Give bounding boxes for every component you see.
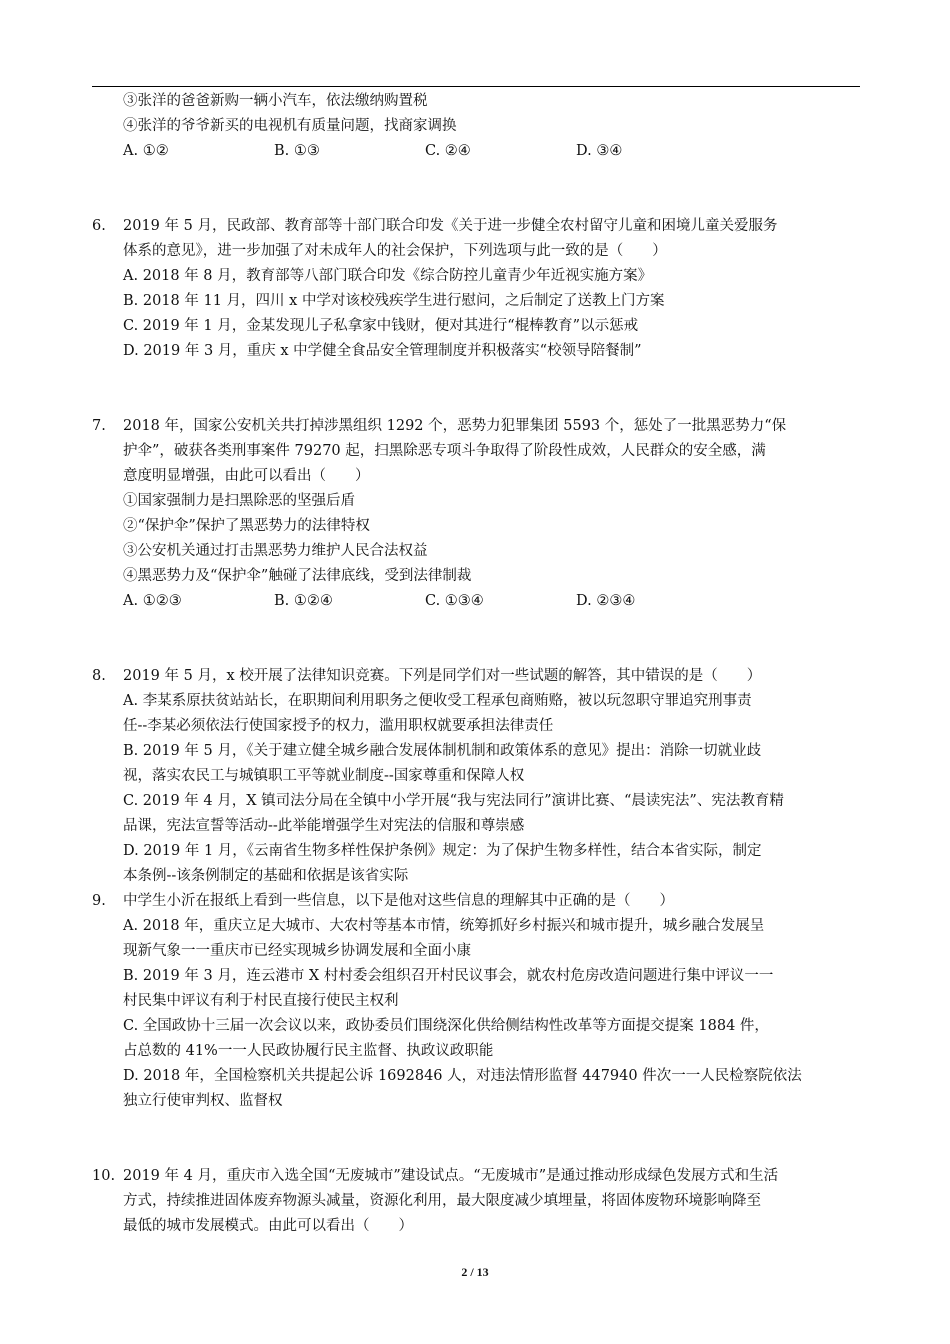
statement: ②“保护伞”保护了黑恶势力的法律特权: [123, 518, 370, 534]
question-stem: 2019 年 5 月，x 校开展了法律知识竞赛。下列是同学们对一些试题的解答，其中错误的是（ ）: [123, 668, 762, 684]
choice-d[interactable]: D. ③④: [576, 143, 623, 159]
page-body: [92, 89, 860, 1239]
question-number: 10.: [92, 1168, 116, 1184]
choice-d[interactable]: D. ②③④: [576, 593, 636, 609]
choice-a[interactable]: A. ①②: [123, 143, 169, 159]
choice-c[interactable]: C. 2019 年 1 月，金某发现儿子私拿家中钱财，便对其进行“棍棒教育”以示惩戒: [123, 318, 639, 334]
choice-d-cont: 独立行使审判权、监督权: [123, 1093, 283, 1109]
choice-c-cont: 占总数的 41%一一人民政协履行民主监督、执政议政职能: [123, 1043, 494, 1059]
choice-b[interactable]: B. ①③: [274, 143, 320, 159]
choice-d[interactable]: D. 2019 年 3 月，重庆 x 中学健全食品安全管理制度并积极落实“校领导陪餐制”: [123, 343, 642, 359]
choice-a-cont: 现新气象一一重庆市已经实现城乡协调发展和全面小康: [123, 943, 471, 959]
statement: ④张洋的爷爷新买的电视机有质量问题，找商家调换: [123, 118, 457, 134]
header-rule: [92, 86, 860, 87]
question-stem: 最低的城市发展模式。由此可以看出（ ）: [123, 1218, 413, 1234]
question-stem: 2019 年 5 月，民政部、教育部等十部门联合印发《关于进一步健全农村留守儿童和困境儿童关爱服务: [123, 218, 778, 234]
question-stem: 2018 年，国家公安机关共打掉涉黑组织 1292 个，恶势力犯罪集团 5593 个，惩处了一批黑恶势力“保: [123, 418, 787, 434]
statement: ④黑恶势力及“保护伞”触碰了法律底线，受到法律制裁: [123, 568, 472, 584]
choice-b-cont: 视，落实农民工与城镇职工平等就业制度--国家尊重和保障人权: [123, 768, 525, 784]
question-number: 8.: [92, 668, 106, 684]
choice-b-cont: 村民集中评议有利于村民直接行使民主权利: [123, 993, 399, 1009]
question-stem: 方式，持续推进固体废弃物源头减量，资源化利用，最大限度减少填埋量，将固体废物环境影响降至: [123, 1193, 761, 1209]
statement: ①国家强制力是扫黑除恶的坚强后盾: [123, 493, 355, 509]
question-8: [92, 664, 860, 889]
choice-c[interactable]: C. 2019 年 4 月，X 镇司法分局在全镇中小学开展“我与宪法同行”演讲比赛、“晨读宪法”、宪法教育精: [123, 793, 784, 809]
choice-d[interactable]: D. 2018 年，全国检察机关共提起公诉 1692846 人，对违法情形监督 447940 件次一一人民检察院依法: [123, 1068, 802, 1084]
choice-d-cont: 本条例--该条例制定的基础和依据是该省实际: [123, 868, 409, 884]
choice-c-cont: 品课，宪法宣誓等活动--此举能增强学生对宪法的信服和尊崇感: [123, 818, 525, 834]
choice-row: [92, 139, 860, 164]
choice-a[interactable]: A. ①②③: [123, 593, 182, 609]
choice-a[interactable]: A. 李某系原扶贫站站长，在职期间利用职务之便收受工程承包商贿赂，被以玩忽职守罪追究刑事责: [123, 693, 752, 709]
question-6: [92, 214, 860, 364]
choice-c[interactable]: C. 全国政协十三届一次会议以来，政协委员们围绕深化供给侧结构性改革等方面提交提案 1884 件，: [123, 1018, 769, 1034]
question-stem: 体系的意见》，进一步加强了对未成年人的社会保护，下列选项与此一致的是（ ）: [123, 243, 667, 259]
question-stem: 中学生小沂在报纸上看到一些信息，以下是他对这些信息的理解其中正确的是（ ）: [123, 893, 674, 909]
question-5-tail: [92, 89, 860, 164]
choice-d[interactable]: D. 2019 年 1 月，《云南省生物多样性保护条例》规定：为了保护生物多样性，结合本省实际，制定: [123, 843, 762, 859]
question-10: [92, 1164, 860, 1239]
choice-row: [92, 589, 860, 614]
choice-a[interactable]: A. 2018 年，重庆立足大城市、大农村等基本市情，统筹抓好乡村振兴和城市提升，城乡融合发展呈: [123, 918, 765, 934]
choice-c[interactable]: C. ②④: [425, 143, 471, 159]
question-number: 7.: [92, 418, 106, 434]
question-9: [92, 889, 860, 1114]
page-number: 2 / 13: [461, 1265, 489, 1279]
choice-b[interactable]: B. 2018 年 11 月，四川 x 中学对该校残疾学生进行慰问，之后制定了送教上门方案: [123, 293, 665, 309]
question-stem: 2019 年 4 月，重庆市入选全国“无废城市”建设试点。“无废城市”是通过推动形成绿色发展方式和生活: [123, 1168, 779, 1184]
question-stem: 意度明显增强，由此可以看出（ ）: [123, 468, 370, 484]
choice-b[interactable]: B. 2019 年 5 月，《关于建立健全城乡融合发展体制机制和政策体系的意见》提出：消除一切就业歧: [123, 743, 762, 759]
statement: ③张洋的爸爸新购一辆小汽车，依法缴纳购置税: [123, 93, 428, 109]
question-stem: 护伞”，破获各类刑事案件 79270 起，扫黑除恶专项斗争取得了阶段性成效，人民群众的安全感，满: [123, 443, 766, 459]
statement: ③公安机关通过打击黑恶势力维护人民合法权益: [123, 543, 428, 559]
choice-b[interactable]: B. 2019 年 3 月，连云港市 X 村村委会组织召开村民议事会，就农村危房改造问题进行集中评议一一: [123, 968, 774, 984]
choice-c[interactable]: C. ①③④: [425, 593, 484, 609]
question-number: 9.: [92, 893, 106, 909]
choice-a-cont: 任--李某必须依法行使国家授予的权力，滥用职权就要承担法律责任: [123, 718, 554, 734]
choice-b[interactable]: B. ①②④: [274, 593, 333, 609]
question-number: 6.: [92, 218, 106, 234]
choice-a[interactable]: A. 2018 年 8 月，教育部等八部门联合印发《综合防控儿童青少年近视实施方案》: [123, 268, 653, 284]
question-7: [92, 414, 860, 614]
